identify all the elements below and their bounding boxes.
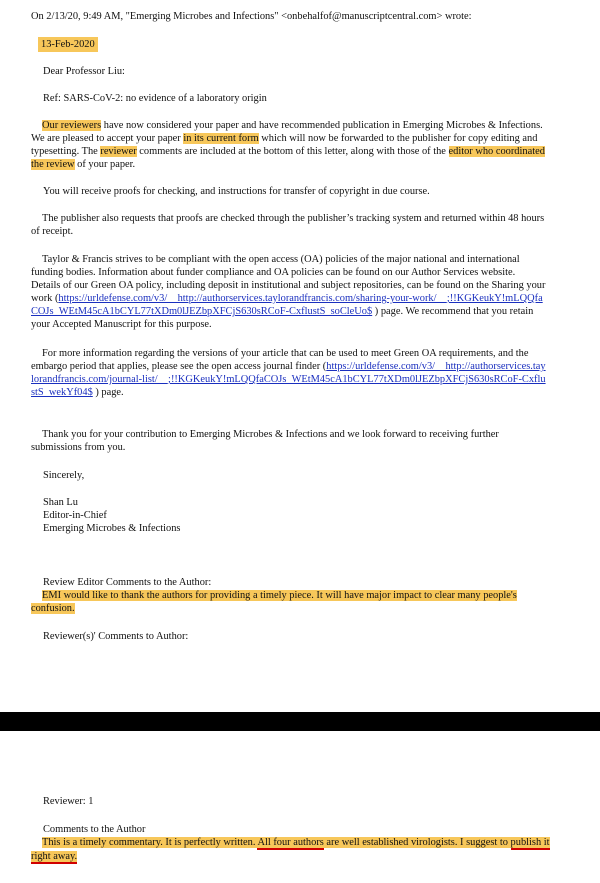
thank-you-paragraph: Thank you for your contribution to Emerging Microbes & Infections and we look forward to receiving further submissions from you.	[31, 429, 499, 453]
letter-page-2	[0, 731, 600, 883]
letter-date: 13-Feb-2020	[38, 38, 98, 51]
author-comments-heading: Comments to the Author	[43, 824, 146, 835]
salutation: Dear Professor Liu:	[43, 66, 125, 77]
proofs-paragraph: You will receive proofs for checking, and instructions for transfer of copyright in due course.	[43, 186, 430, 197]
signature-journal: Emerging Microbes & Infections	[43, 523, 181, 534]
reviewers-comments-heading: Reviewer(s)' Comments to Author:	[43, 631, 189, 642]
acceptance-paragraph: Our reviewers have now considered your paper and have recommended publication in Emerging Microbes & Infections. We are pleased to accept your paper in its current form which will now be forwarded to the publisher for copy editing and typesetting. The reviewer comments are included at the bottom of this letter, along with those of the editor who coordinated the review of your paper.	[31, 120, 545, 170]
tracking-paragraph: The publisher also requests that proofs are checked through the publisher’s tracking system and returned within 48 hours of receipt.	[31, 213, 545, 237]
email-header-line: On 2/13/20, 9:49 AM, "Emerging Microbes and Infections" <onbehalfof@manuscriptcentral.com> wrote:	[31, 11, 472, 22]
reviewer-comment: This is a timely commentary. It is perfectly written. All four authors are well established virologists. I suggest to publish it right away.	[31, 837, 550, 862]
reference-line: Ref: SARS-CoV-2: no evidence of a laboratory origin	[43, 93, 267, 104]
reviewer-label: Reviewer: 1	[43, 796, 94, 807]
signature-name: Shan Lu	[43, 497, 78, 508]
closing: Sincerely,	[43, 470, 85, 481]
open-access-paragraph: Taylor & Francis strives to be compliant with the open access (OA) policies of the major national and international funding bodies. Information about funder compliance and OA policies can be found on our Author Services website. Details of our Green OA policy, including deposit in institutional and subject repositories, can be found on the Sharing your work (https://urldefense.com/v3/__http://authorservices.taylorandfrancis.com/sharing-your-work/__;!!KGKeukY!mLQQfaCOJs_WEtM45cA1bCYL77tXDm0lJEZbpXFCjS630sRCoF-CxflustS_soCleUo$ ) page. We recommend that you retain your Accepted Manuscript for this purpose.	[31, 254, 546, 330]
page-break-bar	[0, 712, 600, 731]
editor-comments-heading: Review Editor Comments to the Author:	[43, 577, 212, 588]
editor-comment: EMI would like to thank the authors for providing a timely piece. It will have major impact to clear many people's confusion.	[31, 590, 517, 614]
sharing-your-work-link[interactable]: https://urldefense.com/v3/__http://authorservices.taylorandfrancis.com/sharing-your-work/__;!!KGKeukY!mLQQfaCOJs_WEtM45cA1bCYL77tXDm0lJEZbpXFCjS630sRCoF-CxflustS_soCleUo$	[31, 293, 543, 317]
signature-title: Editor-in-Chief	[43, 510, 107, 521]
green-oa-paragraph: For more information regarding the versions of your article that can be used to meet Green OA requirements, and the embargo period that applies, please see the open access journal finder (https://urldefense.com/v3/__http://authorservices.taylorandfrancis.com/journal-list/__;!!KGKeukY!mLQQfaCOJs_WEtM45cA1bCYL77tXDm0lJEZbpXFCjS630sRCoF-CxflustS_wekYf04$ ) page.	[31, 348, 546, 398]
journal-finder-link[interactable]: https://urldefense.com/v3/__http://authorservices.taylorandfrancis.com/journal-list/__;!!KGKeukY!mLQQfaCOJs_WEtM45cA1bCYL77tXDm0lJEZbpXFCjS630sRCoF-CxflustS_wekYf04$	[31, 361, 546, 398]
